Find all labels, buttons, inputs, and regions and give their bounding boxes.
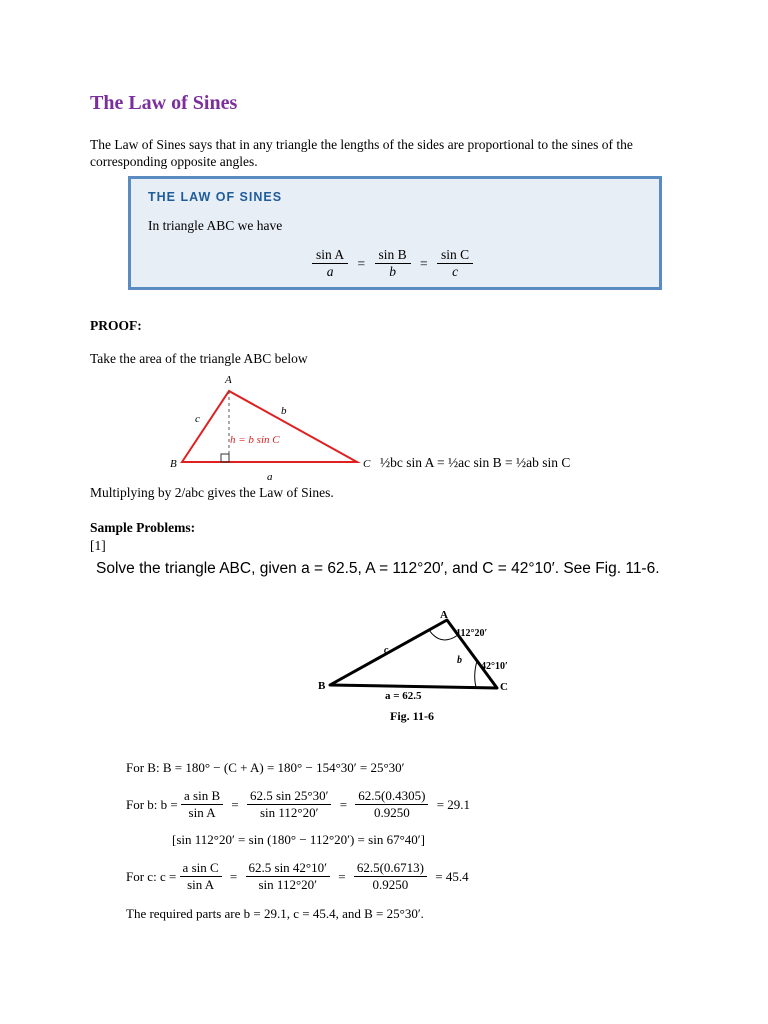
fraction-sin-a: $\frac{\text{sin A}}{a}$ <box>312 247 348 280</box>
height-label: h = b sin C <box>230 434 280 446</box>
vertex-a-label: A <box>225 374 232 386</box>
side-a-label: a <box>267 471 273 483</box>
solution-line-b-angle: For B: B = 180° − (C + A) = 180° − 154°30′ = 25°30′ <box>126 760 405 775</box>
c-fraction-2: $\frac{62.5 \sin 42^\circ 10'}{\sin 112^\circ 20'}$ <box>246 860 330 893</box>
b-fraction-1: $\frac{\text{a sin B}}{\text{sin A}}$ <box>181 788 223 821</box>
vertex-c-label: C <box>363 458 371 470</box>
right-angle-mark <box>221 454 229 462</box>
fig-caption: Fig. 11-6 <box>390 709 434 723</box>
triangle-edges <box>182 391 357 462</box>
law-box-heading: THE LAW OF SINES <box>148 190 283 204</box>
proof-label: PROOF: <box>90 318 142 333</box>
solution-line-c-side: For c: c = $\frac{\text{a sin C}}{\text{sin A}}$ = $\frac{62.5 \sin 42^\circ 10'}{\sin 112^\circ 20'}$ = $\frac{62.5(0.6713)}{0.9250}$ = 45.4 <box>126 860 469 892</box>
fig-angle-a: 112°20′ <box>456 628 488 639</box>
area-formula: ½bc sin A = ½ac sin B = ½ab sin C <box>380 455 571 470</box>
intro-paragraph: The Law of Sines says that in any triangle the lengths of the sides are proportional to the sines of the corresponding opposite angles. <box>90 137 633 169</box>
vertex-b-label: B <box>170 458 177 470</box>
page-title: The Law of Sines <box>90 92 238 114</box>
solution-line-b-side: For b: b = $\frac{\text{a sin B}}{\text{sin A}}$ = $\frac{62.5 \sin 25^\circ 30'}{\sin 112^\circ 20'}$ = $\frac{62.5(0.4305)}{0.9250}$ = 29.1 <box>126 788 471 820</box>
fig-side-a: a = 62.5 <box>385 690 422 702</box>
side-b-label: b <box>281 405 287 417</box>
fig-side-c: c <box>384 645 389 656</box>
figure-11-6 <box>310 605 530 725</box>
multiply-text: Multiplying by 2/abc gives the Law of Sines. <box>90 485 334 500</box>
solution-bracket-line: [sin 112°20′ = sin (180° − 112°20′) = sin 67°40′] <box>172 832 425 847</box>
proof-text: Take the area of the triangle ABC below <box>90 351 308 366</box>
fraction-sin-b: $\frac{\text{sin B}}{b}$ <box>375 247 411 280</box>
law-box-text: In triangle ABC we have <box>148 218 283 233</box>
c-fraction-3: $\frac{62.5(0.6713)}{0.9250}$ <box>354 860 427 893</box>
fig-angle-c: 42°10′ <box>481 661 508 672</box>
law-of-sines-formula: $\frac{\text{sin A}}{a}$ = $\frac{\text{sin B}}{b}$ = $\frac{\text{sin C}}{c}$ <box>312 247 473 280</box>
b-fraction-2: $\frac{62.5 \sin 25^\circ 30'}{\sin 112^\circ 20'}$ <box>247 788 331 821</box>
problem-number: [1] <box>90 538 106 553</box>
fig-side-b: b <box>457 655 462 666</box>
c-fraction-1: $\frac{\text{a sin C}}{\text{sin A}}$ <box>180 860 222 893</box>
fraction-sin-c: $\frac{\text{sin C}}{c}$ <box>437 247 473 280</box>
fig-vertex-a: A <box>440 609 448 621</box>
triangle-abc-diagram <box>160 370 380 485</box>
side-c-label: c <box>195 413 200 425</box>
b-fraction-3: $\frac{62.5(0.4305)}{0.9250}$ <box>355 788 428 821</box>
fig-vertex-c: C <box>500 681 508 693</box>
fig-vertex-b: B <box>318 680 326 692</box>
angle-c-arc <box>475 661 477 687</box>
problem-statement: Solve the triangle ABC, given a = 62.5, A = 112°20′, and C = 42°10′. See Fig. 11-6. <box>96 560 660 577</box>
sample-problems-label: Sample Problems: <box>90 520 196 535</box>
solution-final-line: The required parts are b = 29.1, c = 45.4, and B = 25°30′. <box>126 906 424 921</box>
